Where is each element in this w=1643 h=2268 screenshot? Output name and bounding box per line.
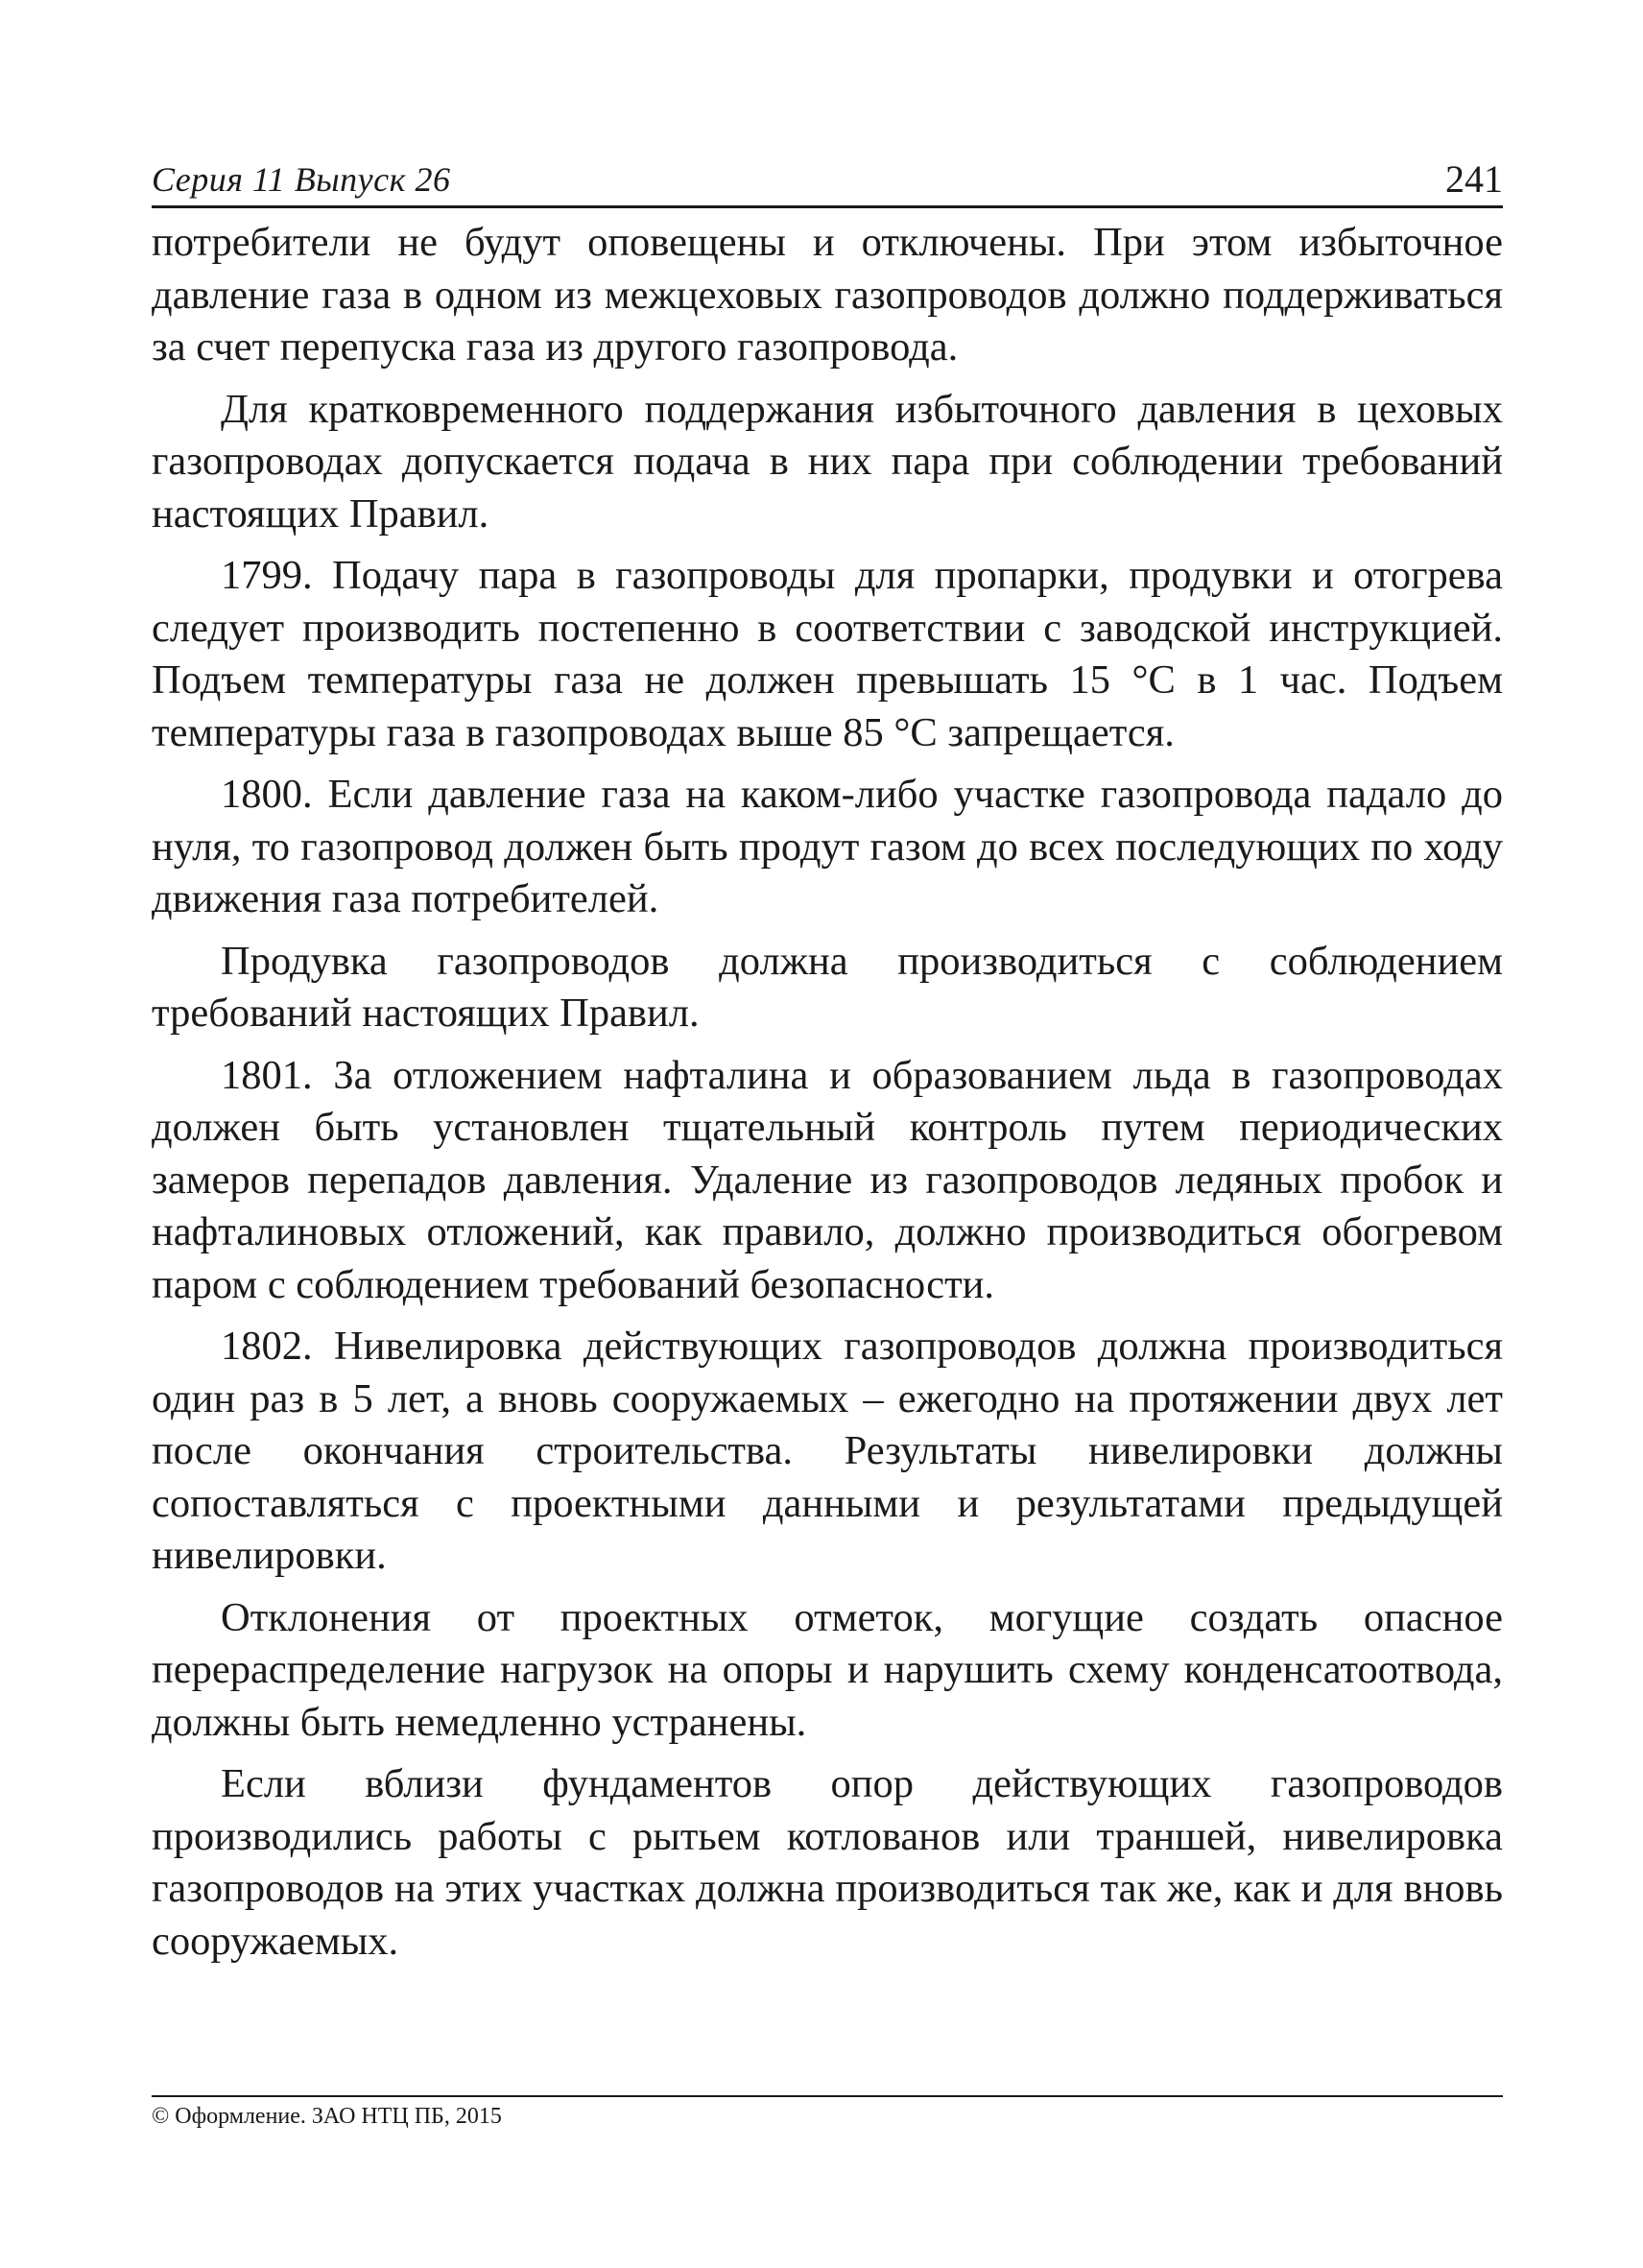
paragraph-1799: 1799. Подачу пара в газопроводы для пропарки, продувки и отогрева следует производить постепенно в соответствии с заводской инструкцией. Подъем температуры газа не должен превышать 15 °С в 1 час. Подъем температуры газа в газопроводах выше 85 °С запрещается. xyxy=(152,553,1503,755)
paragraph: Если вблизи фундаментов опор действующих газопроводов производились работы с рытьем котлованов или траншей, нивелировка газопроводов на этих участках должна производиться так же, как и для вновь сооружаемых. xyxy=(152,1761,1503,1964)
paragraph-1801: 1801. За отложением нафталина и образованием льда в газопроводах должен быть установлен тщательный контроль путем периодических замеров перепадов давления. Удаление из газопроводов ледяных пробок и нафталиновых отложений, как правило, должно производиться обогревом паром с соблюдением требований безопасности. xyxy=(152,1052,1503,1307)
paragraph-1800: 1800. Если давление газа на каком-либо участке газопровода падало до нуля, то газопровод должен быть продут газом до всех последующих по ходу движения газа потребителей. xyxy=(152,772,1503,921)
body-text xyxy=(152,217,1503,1977)
paragraph: Отклонения от проектных отметок, могущие создать опасное перераспределение нагрузок на опоры и нарушить схему конденсатоотвода, должны быть немедленно устранены. xyxy=(152,1594,1503,1745)
running-header xyxy=(152,152,1503,208)
paragraph: Для кратковременного поддержания избыточного давления в цеховых газопроводах допускается подача в них пара при соблюдении требований настоящих Правил. xyxy=(152,386,1503,537)
footer-divider xyxy=(152,2095,1503,2097)
page-number: 241 xyxy=(1445,157,1503,201)
paragraph: Продувка газопроводов должна производиться с соблюдением требований настоящих Правил. xyxy=(152,938,1503,1036)
paragraph: потребители не будут оповещены и отключены. При этом избыточное давление газа в одном из межцеховых газопроводов должно поддерживаться за счет перепуска газа из другого газопровода. xyxy=(152,220,1503,370)
copyright-footer: © Оформление. ЗАО НТЦ ПБ, 2015 xyxy=(152,2104,502,2129)
series-title: Серия 11 Выпуск 26 xyxy=(152,160,451,199)
paragraph-1802: 1802. Нивелировка действующих газопроводов должна производиться один раз в 5 лет, а вновь сооружаемых – ежегодно на протяжении двух лет после окончания строительства. Результаты нивелировки должны сопоставляться с проектными данными и результатами предыдущей нивелировки. xyxy=(152,1324,1503,1578)
